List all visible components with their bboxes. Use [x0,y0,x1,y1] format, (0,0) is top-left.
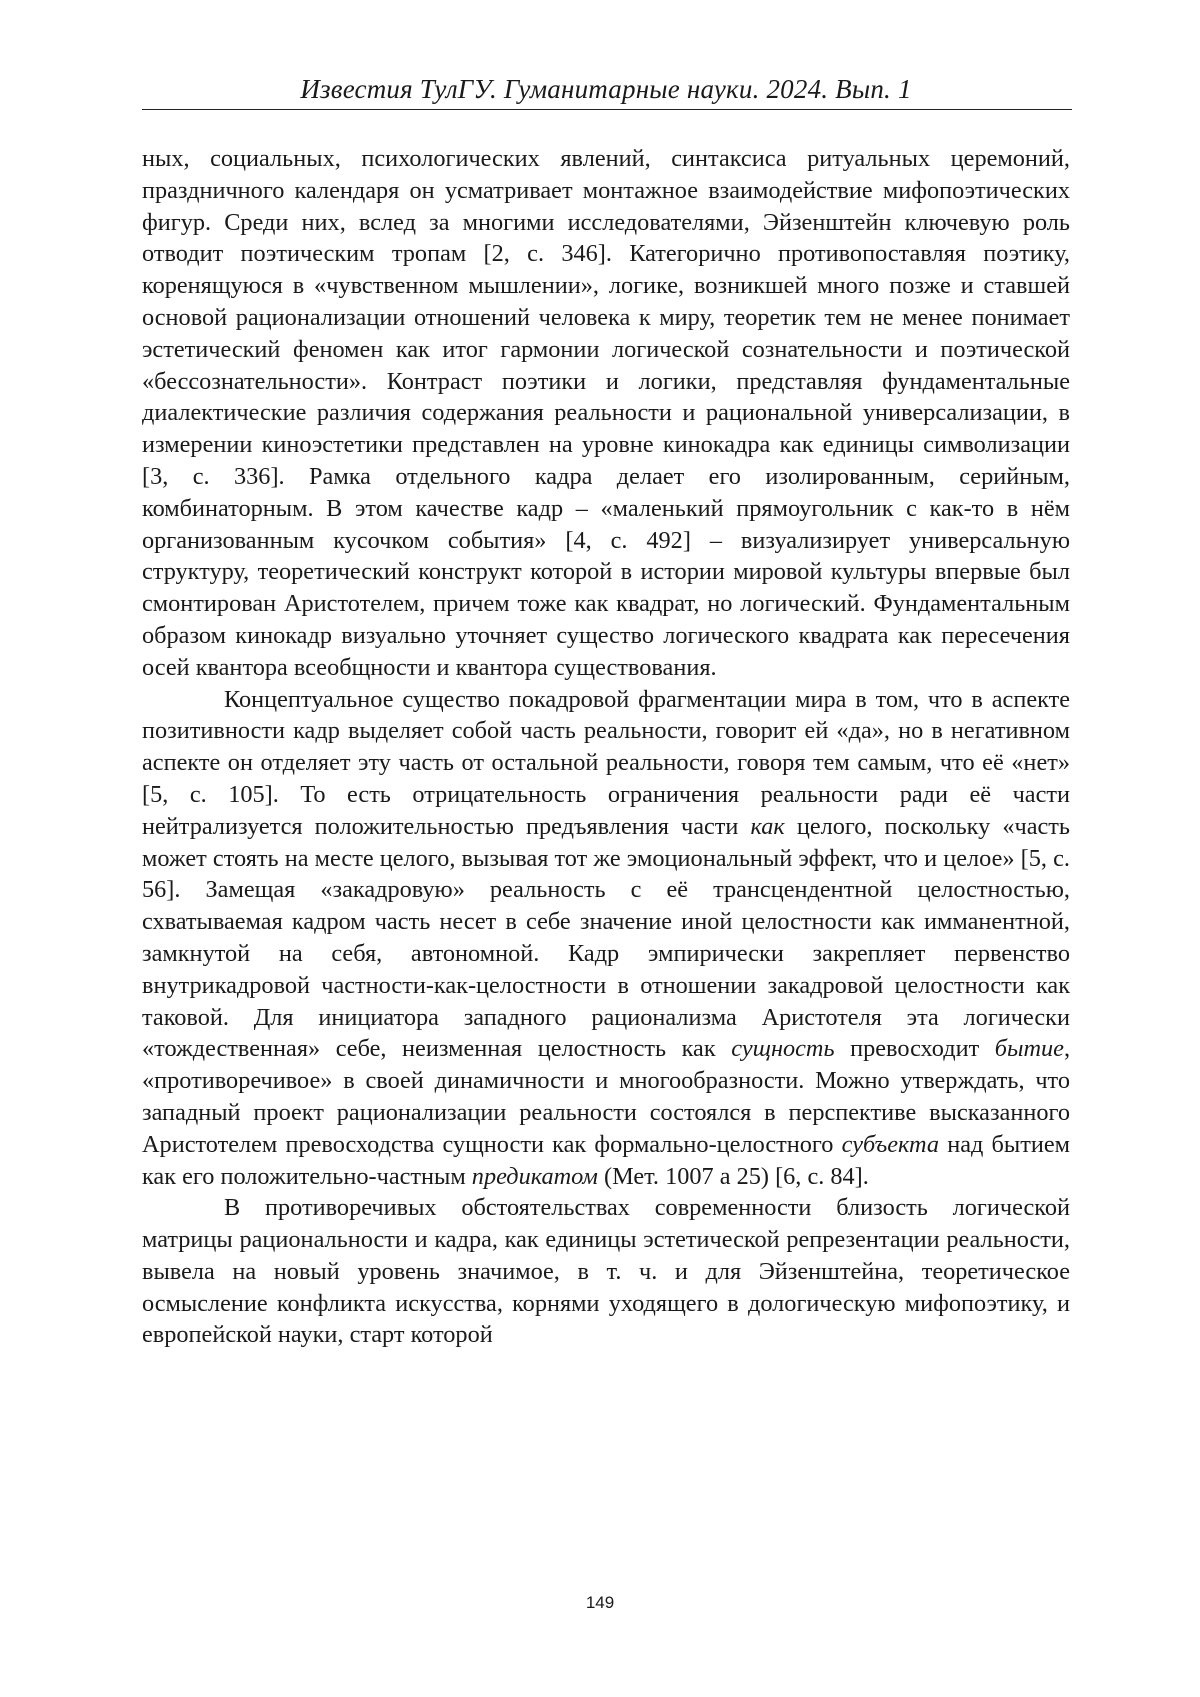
paragraph-3-text: В противоречивых обстоятельствах современности близость логической матрицы рациональности и кадра, как единицы эстетической репрезентации реальности, вывела на новый уровень значимое, в т. ч. и для Эйзенштейна, теоретическое осмысление конфликта искусства, корнями уходящего в дологическую мифопоэтику, и европейской науки, старт которой [142,1194,1070,1349]
paragraph-1 [142,143,1070,684]
article-body [142,143,1070,1351]
page-number: 149 [585,1593,615,1612]
paragraph-2-text-b: целого, поскольку «часть может стоять на месте целого, вызывая тот же эмоциональный эффект, что и целое» [5, с. 56]. Замещая «закадровую» реальность с её трансцендентной целостностью, схватываемая кадром часть несет в себе значение иной целостности как имманентной, замкнутой на себя, автономной. Кадр эмпирически закрепляет первенство внутрикадровой частности-как-целостности в отношении закадровой целостности как таковой. Для инициатора западного рационализма Аристотеля эта логически «тождественная» себе, неизменная целостность как [142,812,1070,1063]
paragraph-1-text: ных, социальных, психологических явлений, синтаксиса ритуальных церемоний, праздничного календаря он усматривает монтажное взаимодействие мифопоэтических фигур. Среди них, вслед за многими исследователями, Эйзенштейн ключевую роль отводит поэтическим тропам [2, с. 346]. Категорично противопоставляя поэтику, коренящуюся в «чувственном мышлении», логике, возникшей много позже и ставшей основой рационализации отношений человека к миру, теоретик тем не менее понимает эстетический феномен как итог гармонии логической сознательности и поэтической «бессознательности». Контраст поэтики и логики, представляя фундаментальные диалектические различия содержания реальности и рациональной универсализации, в измерении киноэстетики представлен на уровне кинокадра как единицы символизации [3, с. 336]. Рамка отдельного кадра делает его изолированным, серийным, комбинаторным. В этом качестве кадр – «маленький прямоугольник с как-то в нём организованным кусочком события» [4, с. 492] – визуализирует универсальную структуру, теоретический конструкт которой в истории мировой культуры впервые был смонтирован Аристотелем, причем тоже как квадрат, но логический. Фундаментальным образом кинокадр визуально уточняет существо логического квадрата как пересечения осей квантора всеобщности и квантора существования. [142,145,1070,681]
emphasis-kak: как [750,812,785,840]
paragraph-2-text-d: , «противоречивое» в своей динамичности и многообразности. Можно утверждать, что западный проект рационализации реальности состоялся в перспективе высказанного Аристотелем превосходства сущности как формально-целостного [142,1035,1071,1158]
emphasis-subekta: субъекта [841,1130,940,1158]
paragraph-2 [142,684,1070,1193]
paragraph-2-text-f: (Мет. 1007 а 25) [6, с. 84]. [597,1162,869,1190]
running-header: Известия ТулГУ. Гуманитарные науки. 2024. Вып. 1 [300,74,912,104]
paragraph-2-text-c: превосходит [834,1035,995,1063]
emphasis-predikatom: предикатом [471,1162,598,1190]
emphasis-sushchnost: сущность [731,1035,835,1063]
paragraph-2-text-e: над бытием как его положительно-частным [142,1130,1071,1190]
header-divider [142,109,1072,110]
paragraph-3 [142,1192,1070,1351]
emphasis-bytie: бытие [994,1035,1064,1063]
paragraph-2-text-a: Концептуальное существо покадровой фрагментации мира в том, что в аспекте позитивности кадр выделяет собой часть реальности, говорит ей «да», но в негативном аспекте он отделяет эту часть от остальной реальности, говоря тем самым, что её «нет» [5, с. 105]. То есть отрицательность ограничения реальности ради её части нейтрализуется положительностью предъявления части [142,685,1070,840]
